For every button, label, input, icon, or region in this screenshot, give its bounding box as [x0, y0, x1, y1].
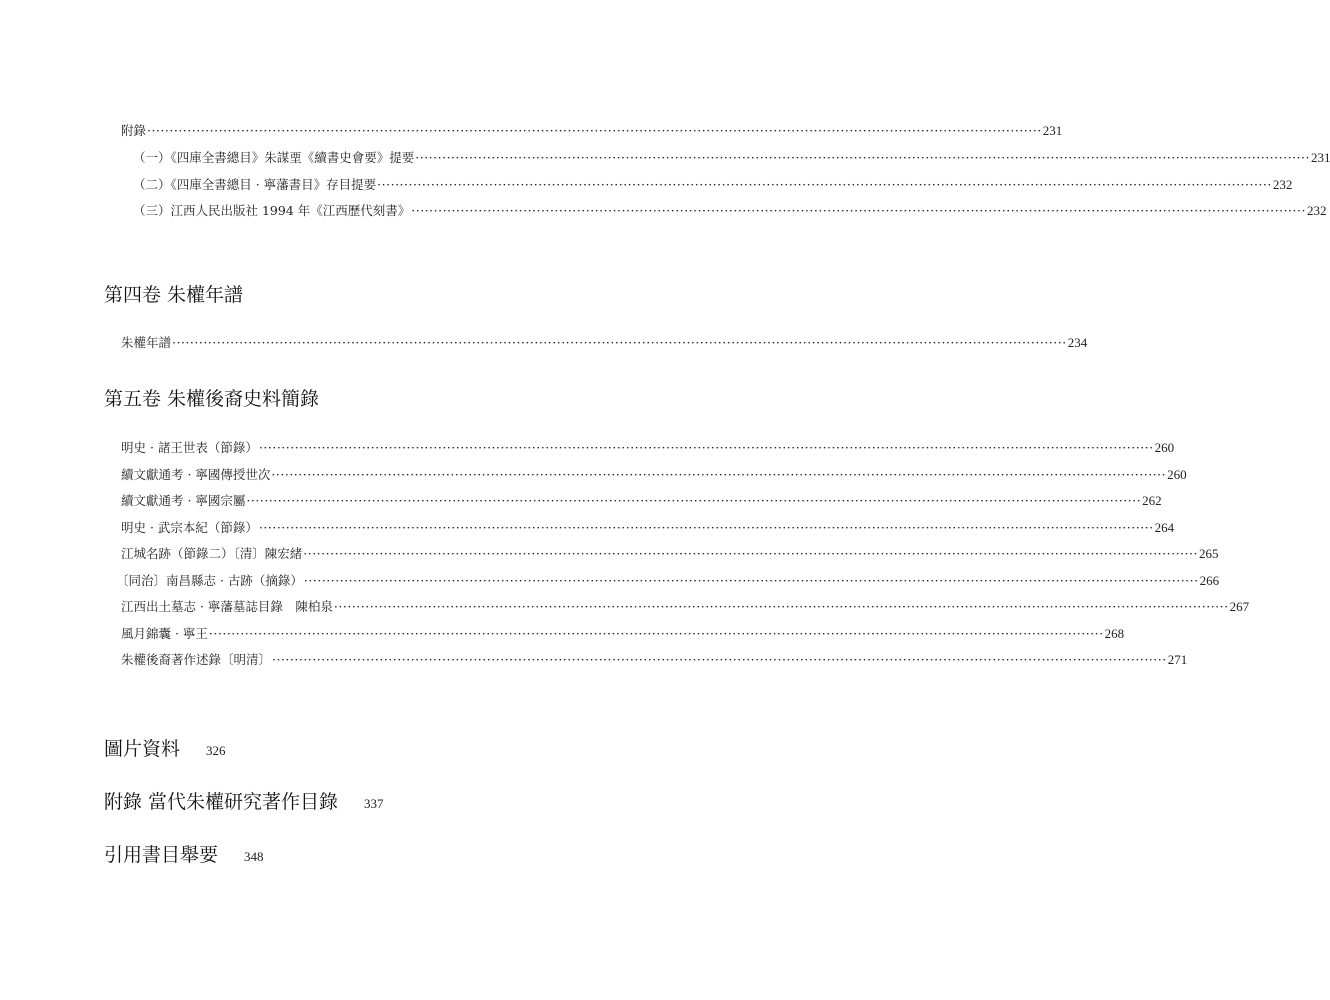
- toc-entry-label: 〔同治〕南昌縣志 · 古跡（摘錄）: [116, 573, 303, 588]
- toc-entry-label: （二）《四庫全書總目 · 寧藩書目》存目提要: [133, 177, 377, 192]
- toc-entry-page: 234: [1067, 335, 1088, 350]
- toc-entry: [116, 573, 1220, 589]
- toc-entry-label: 風月錦囊 · 寧王: [121, 626, 208, 641]
- toc-entry-label: 明史 · 武宗本紀（節錄）: [121, 520, 258, 535]
- toc-entry-page: 266: [1199, 573, 1220, 588]
- dot-leader: ········································································································································································································: [258, 520, 1154, 535]
- toc-entry-page: 267: [1229, 599, 1250, 614]
- toc-entry-label: 江西出土墓志 · 寧藩墓誌目錄 陳柏泉: [121, 599, 333, 614]
- dot-leader: ········································································································································································································: [411, 203, 1306, 218]
- dot-leader: ········································································································································································································: [246, 493, 1142, 508]
- toc-entry-label: 朱權後裔著作述錄〔明清〕: [121, 652, 272, 667]
- toc-entry-label: （一）《四庫全書總目》朱謀垔《續書史會要》提要: [133, 150, 415, 165]
- toc-entry: [121, 440, 1175, 456]
- toc-entry-page: 262: [1142, 493, 1162, 508]
- dot-leader: ········································································································································································································: [172, 335, 1067, 350]
- section-heading-vol4: 第四卷 朱權年譜: [104, 284, 244, 306]
- toc-entry-label: （三）江西人民出版社 1994 年《江西歷代刻書》: [133, 203, 411, 218]
- final-heading-page: 326: [206, 743, 226, 758]
- dot-leader: ········································································································································································································: [303, 573, 1199, 588]
- dot-leader: ········································································································································································································: [272, 652, 1167, 667]
- dot-leader: ········································································································································································································: [415, 150, 1310, 165]
- final-heading-page: 337: [364, 796, 384, 811]
- toc-entry: [121, 599, 1250, 615]
- final-heading: [104, 787, 384, 814]
- toc-entry: [133, 203, 1327, 219]
- final-heading: [104, 734, 226, 761]
- dot-leader: ········································································································································································································: [333, 599, 1229, 614]
- toc-entry: [121, 652, 1188, 668]
- toc-entry-page: 231: [1042, 123, 1063, 138]
- toc-entry: [121, 520, 1175, 536]
- toc-entry-page: 271: [1167, 652, 1188, 667]
- toc-entry-appendix: [121, 123, 1063, 139]
- toc-entry-page: 264: [1154, 520, 1175, 535]
- dot-leader: ········································································································································································································: [208, 626, 1104, 641]
- toc-entry: [121, 546, 1219, 562]
- toc-entry: [121, 493, 1162, 509]
- final-heading-title: 圖片資料: [104, 738, 181, 760]
- final-heading-title: 附錄 當代朱權研究著作目錄: [104, 791, 339, 813]
- dot-leader: ········································································································································································································: [147, 123, 1042, 138]
- dot-leader: ········································································································································································································: [271, 467, 1167, 482]
- final-heading-page: 348: [244, 849, 264, 864]
- dot-leader: ········································································································································································································: [303, 546, 1198, 561]
- toc-entry-page: 265: [1198, 546, 1219, 561]
- toc-entry: [121, 467, 1187, 483]
- toc-entry: [133, 177, 1293, 193]
- toc-entry: [121, 626, 1125, 642]
- dot-leader: ········································································································································································································: [258, 440, 1154, 455]
- toc-entry-label: 朱權年譜: [121, 335, 172, 350]
- toc-entry-label: 續文獻通考 · 寧國傳授世次: [121, 467, 271, 482]
- toc-entry-page: 268: [1104, 626, 1125, 641]
- toc-entry-label: 附錄: [121, 123, 147, 138]
- toc-entry-page: 231: [1310, 150, 1330, 165]
- toc-entry: [121, 335, 1088, 351]
- toc-entry-page: 232: [1306, 203, 1327, 218]
- toc-entry: [133, 150, 1330, 166]
- dot-leader: ········································································································································································································: [377, 177, 1272, 192]
- toc-entry-label: 江城名跡（節錄二）〔清〕陳宏緒: [121, 546, 303, 561]
- toc-entry-page: 232: [1272, 177, 1293, 192]
- section-heading-vol5: 第五卷 朱權後裔史料簡錄: [104, 388, 320, 410]
- toc-entry-page: 260: [1154, 440, 1175, 455]
- toc-entry-page: 260: [1167, 467, 1187, 482]
- final-heading-title: 引用書目舉要: [104, 844, 219, 866]
- toc-entry-label: 續文獻通考 · 寧國宗屬: [121, 493, 246, 508]
- toc-entry-label: 明史 · 諸王世表（節錄）: [121, 440, 258, 455]
- final-heading: [104, 840, 264, 867]
